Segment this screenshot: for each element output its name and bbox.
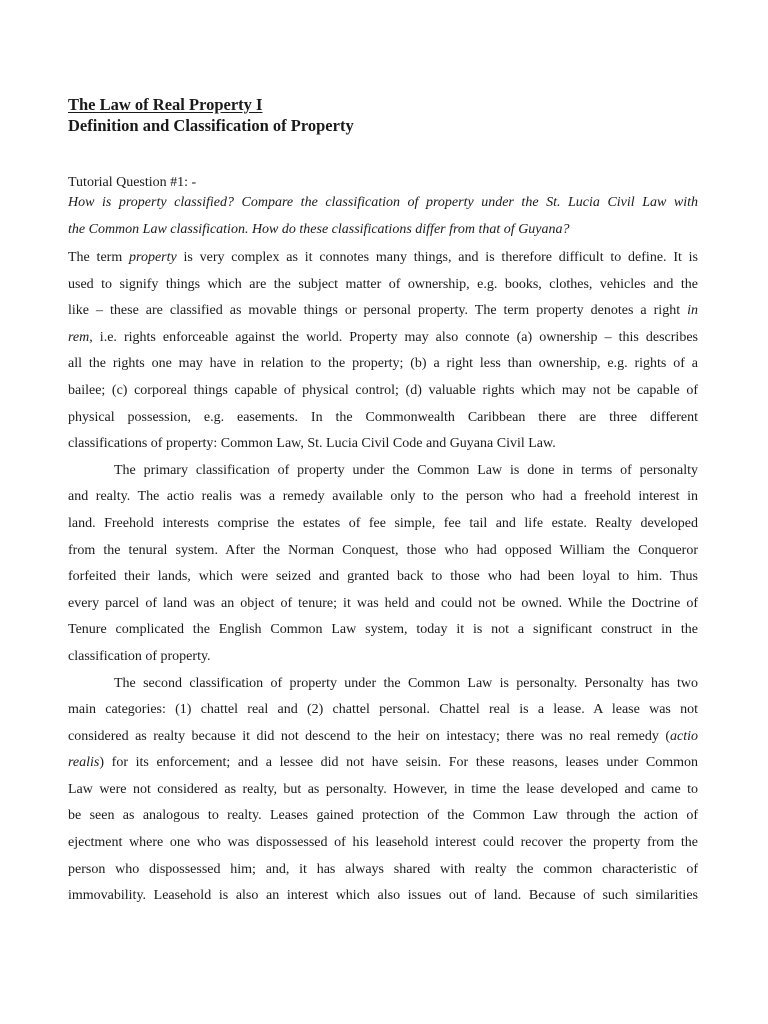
document-subtitle: Definition and Classification of Property <box>68 116 354 135</box>
body-line: immovability. Leasehold is also an interest which also issues out of land. Because of such similarities <box>68 888 698 904</box>
body-line: from the tenural system. After the Norman Conquest, those who had opposed William the Conqueror <box>68 542 698 558</box>
body-paragraph <box>68 245 698 458</box>
body-paragraph <box>68 458 698 671</box>
body-line: used to signify things which are the subject matter of ownership, e.g. books, clothes, vehicles and the <box>68 276 698 292</box>
body-line: person who dispossessed him; and, it has always shared with realty the common characteristic of <box>68 861 698 877</box>
body-line: be seen as analogous to realty. Leases gained protection of the Common Law through the action of <box>68 808 698 824</box>
body-line: Tenure complicated the English Common Law system, today it is not a significant construct in the <box>68 622 698 638</box>
tutorial-question-label: Tutorial Question #1: - <box>68 175 197 190</box>
italic-term: actio <box>670 728 698 744</box>
tutorial-question-line: the Common Law classification. How do these classifications differ from that of Guyana? <box>68 221 570 237</box>
body-line: physical possession, e.g. easements. In the Commonwealth Caribbean there are three different <box>68 409 698 425</box>
body-line: classifications of property: Common Law, St. Lucia Civil Code and Guyana Civil Law. <box>68 436 556 452</box>
body-line: classification of property. <box>68 648 211 664</box>
body-line: realis) for its enforcement; and a lessee did not have seisin. For these reasons, leases under Common <box>68 755 698 771</box>
body-line: ejectment where one who was dispossessed of his leasehold interest could recover the property from the <box>68 835 698 851</box>
italic-term: in <box>687 303 698 319</box>
body-line: like – these are classified as movable things or personal property. The term property denotes a right in <box>68 303 698 319</box>
body-line: bailee; (c) corporeal things capable of physical control; (d) valuable rights which may not be capable of <box>68 382 698 398</box>
body-paragraph <box>68 671 698 910</box>
body-text <box>68 245 698 910</box>
body-line: The primary classification of property under the Common Law is done in terms of personalty <box>114 462 698 478</box>
body-line: rem, i.e. rights enforceable against the world. Property may also connote (a) ownership – this describes <box>68 329 698 345</box>
body-line: and realty. The actio realis was a remedy available only to the person who had a freehold interest in <box>68 489 698 505</box>
body-line: every parcel of land was an object of tenure; it was held and could not be owned. While the Doctrine of <box>68 595 698 611</box>
body-line: forfeited their lands, which were seized and granted back to those who had been loyal to him. Thus <box>68 569 698 585</box>
body-line: The second classification of property under the Common Law is personalty. Personalty has two <box>114 675 698 691</box>
italic-term: property <box>129 250 177 265</box>
body-line: The term property is very complex as it connotes many things, and is therefore difficult to define. It is <box>68 250 699 265</box>
tutorial-question-line: How is property classified? Compare the classification of property under the St. Lucia Civil Law with <box>68 195 698 210</box>
body-line: main categories: (1) chattel real and (2) chattel personal. Chattel real is a lease. A lease was not <box>68 702 698 718</box>
body-line: considered as realty because it did not descend to the heir on intestacy; there was no real remedy (actio <box>68 728 698 744</box>
tutorial-question-text <box>68 193 698 246</box>
italic-term: rem <box>68 329 90 345</box>
italic-term: realis <box>68 755 100 771</box>
body-line: land. Freehold interests comprise the estates of fee simple, fee tail and life estate. Realty developed <box>68 515 698 531</box>
body-line: Law were not considered as realty, but as personalty. However, in time the lease developed and came to <box>68 781 698 797</box>
document-title: The Law of Real Property I <box>68 95 263 114</box>
body-line: all the rights one may have in relation to the property; (b) a right less than ownership, e.g. rights of a <box>68 356 698 372</box>
